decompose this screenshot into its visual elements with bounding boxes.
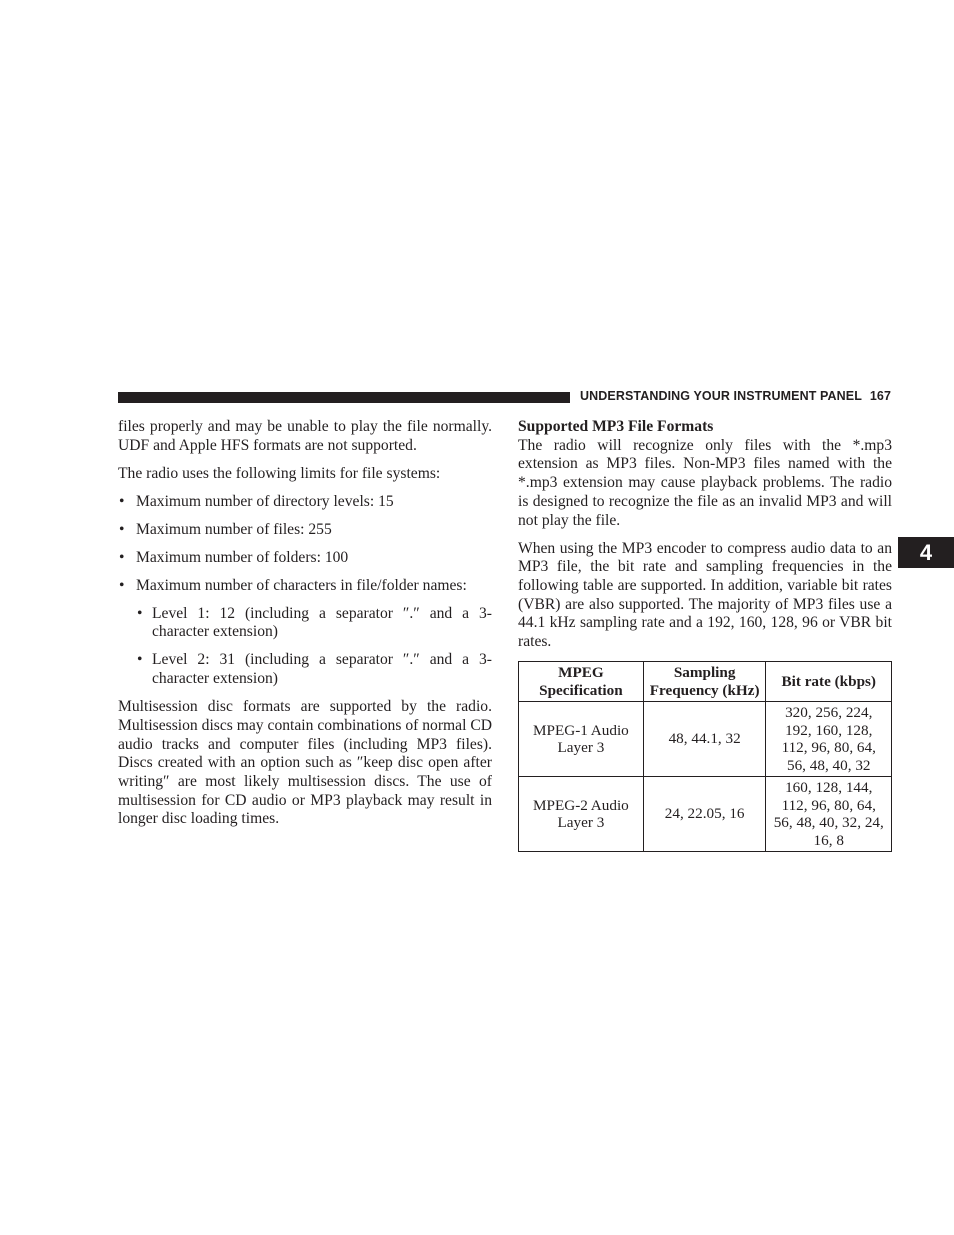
paragraph: Multisession disc formats are supported by the radio. Multisession discs may contain combinations of normal CD audio tracks and computer files (including MP3 files). Discs created with an option such as ″keep disc open after writing″ are most likely multisession discs. The use of multisession for CD audio or MP3 playback may result in longer disc loading times. [118, 698, 492, 828]
table-header-row [519, 662, 892, 702]
table-cell: 320, 256, 224, 192, 160, 128, 112, 96, 80, 64, 56, 48, 40, 32 [766, 702, 892, 777]
paragraph: The radio will recognize only files with the *.mp3 extension as MP3 files. Non-MP3 files named with the *.mp3 extension may cause playback problems. The radio is designed to recognize the file as an invalid MP3 and will not play the file. [518, 436, 892, 529]
column-header: MPEG Specification [519, 662, 644, 702]
header-rule [118, 392, 570, 403]
paragraph: files properly and may be unable to play the file normally. UDF and Apple HFS formats are not supported. [118, 418, 492, 454]
column-header: Bit rate (kbps) [766, 662, 892, 702]
name-length-sublist [136, 605, 492, 689]
file-system-limits-list [118, 493, 492, 689]
list-item: • Maximum number of folders: 100 [118, 549, 492, 568]
list-item: • Maximum number of directory levels: 15 [118, 493, 492, 512]
paragraph: The radio uses the following limits for file systems: [118, 464, 441, 482]
sub-list-item: • Level 1: 12 (including a separator ″.″ and a 3-character extension) [136, 605, 492, 642]
table-cell: MPEG-2 Audio Layer 3 [519, 777, 644, 852]
left-column [118, 418, 492, 838]
chapter-tab: 4 [898, 537, 954, 568]
running-header [580, 389, 891, 403]
list-item [118, 577, 492, 689]
list-item-text: Maximum number of characters in file/folder names: [136, 576, 467, 594]
table-row [519, 702, 892, 777]
column-header: Sampling Frequency (kHz) [643, 662, 766, 702]
header-title: UNDERSTANDING YOUR INSTRUMENT PANEL [580, 389, 862, 403]
table-cell: MPEG-1 Audio Layer 3 [519, 702, 644, 777]
list-item: • Maximum number of files: 255 [118, 521, 492, 540]
right-column [518, 418, 892, 852]
section-heading: Supported MP3 File Formats [518, 418, 714, 435]
table-row [519, 777, 892, 852]
table-cell: 48, 44.1, 32 [643, 702, 766, 777]
table-cell: 24, 22.05, 16 [643, 777, 766, 852]
sub-list-item: • Level 2: 31 (including a separator ″.″ and a 3-character extension) [136, 651, 492, 688]
page-number: 167 [869, 389, 891, 403]
mp3-formats-table [518, 661, 892, 852]
paragraph: When using the MP3 encoder to compress audio data to an MP3 file, the bit rate and sampling frequencies in the following table are supported. In addition, variable bit rates (VBR) are also supported. The majority of MP3 files use a 44.1 kHz sampling rate and a 192, 160, 128, 96 or VBR bit rates. [518, 539, 892, 651]
table-cell: 160, 128, 144, 112, 96, 80, 64, 56, 48, 40, 32, 24, 16, 8 [766, 777, 892, 852]
